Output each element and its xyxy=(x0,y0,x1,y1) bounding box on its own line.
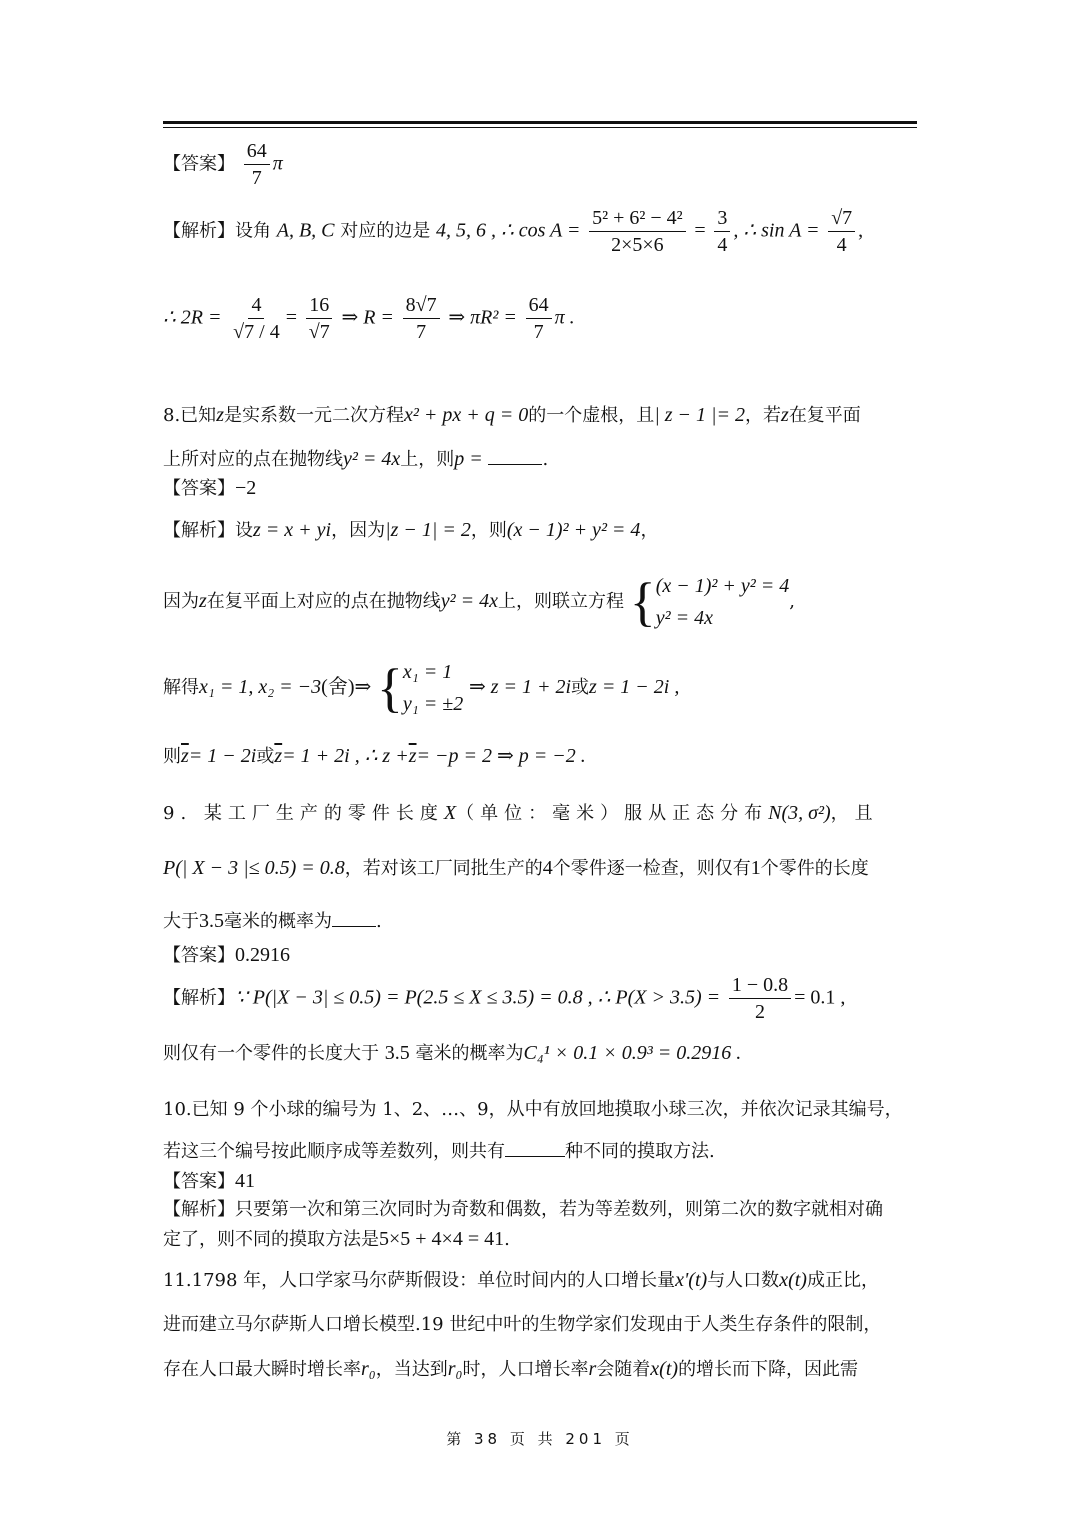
answer-blank xyxy=(505,1142,565,1157)
q10-question-line2: 若这三个编号按此顺序成等差数列，则共有 种不同的摸取方法. xyxy=(163,1141,715,1162)
q8-question-line1: 8.已知z是实系数一元二次方程x² + px + q = 0的一个虚根，且| z − 1 |= 2，若z在复平面 xyxy=(163,404,861,426)
q7-explanation-line2: ∴ 2R = $\frac{4}{√7 / 4}$ = $\frac{16}{√7}$ ⇒ R = $\frac{8√7}{7}$ ⇒ πR² = $\frac{64}{7}$ π . xyxy=(163,294,575,343)
r-fraction: $\frac{4}{√7 / 4}$ xyxy=(233,294,280,343)
q8-answer: 【答案】−2 xyxy=(163,477,257,499)
q10-explanation-line1: 【解析】只要第一次和第三次同时为奇数和偶数，若为等差数列，则第二次的数字就相对确 xyxy=(163,1199,883,1220)
q9-explanation-line2: 则仅有一个零件的长度大于 3.5 毫米的概率为C₄¹ × 0.1 × 0.9³ = 0.2916 . xyxy=(163,1042,742,1064)
equation-system: (x − 1)² + y² = 4 y² = 4x xyxy=(655,575,790,629)
q10-question-line1: 10.已知 9 个小球的编号为 1、2、…、9，从中有放回地摸取小球三次，并依次记录其编号， xyxy=(163,1099,903,1120)
q11-question-line2: 进而建立马尔萨斯人口增长模型.19 世纪中叶的生物学家们发现由于人类生存条件的限制， xyxy=(163,1314,882,1335)
page-footer: 第 38 页 共 201 页 xyxy=(446,1430,634,1448)
q9-question-line2: P(| X − 3 |≤ 0.5) = 0.8，若对该工厂同批生产的4个零件逐一检查，则仅有1个零件的长度 xyxy=(163,857,869,879)
cos-fraction: $\frac{\text{5² + 6² − 4²}}{2\times 5\times 6}$ xyxy=(589,205,686,258)
q10-answer: 【答案】41 xyxy=(163,1170,255,1192)
q8-explanation-line2: 因为z在复平面上对应的点在抛物线y² = 4x上，则联立方程 { (x − 1)² + y² = 4 y² = 4x , xyxy=(163,572,795,632)
q7-answer: 【答案】 $\frac{64}{7}$ π xyxy=(163,140,283,189)
answer-label: 【答案】 xyxy=(163,153,235,175)
q11-question-line3: 存在人口最大瞬时增长率r₀，当达到r₀时，人口增长率r会随着x(t)的增长而下降，因此需 xyxy=(163,1358,859,1380)
q8-explanation-line3: 解得x₁ = 1, x₂ = −3(舍)⇒ { x₁ = 1 y₁ = ±2 ⇒ z = 1 + 2i或z = 1 − 2i , xyxy=(163,658,680,718)
header-rule-thick xyxy=(163,121,917,124)
q8-question-line2: 上所对应的点在抛物线y² = 4x上，则p = . xyxy=(163,448,549,470)
q9-answer: 【答案】0.2916 xyxy=(163,944,290,966)
q9-question-line1: 9. 某工厂生产的零件长度X（单位：毫米）服从正态分布N(3, σ²)，且 xyxy=(163,802,879,824)
q9-question-line3: 大于3.5毫米的概率为 . xyxy=(163,910,382,932)
q9-explanation-line1: 【解析】∵ P(|X − 3| ≤ 0.5) = P(2.5 ≤ X ≤ 3.5) = 0.8 , ∴ P(X > 3.5) = $\frac{1 - 0.8}{2}$ = 0.1 , xyxy=(163,974,846,1023)
q11-question-line1: 11.1798 年，人口学家马尔萨斯假设：单位时间内的人口增长量x'(t)与人口数x(t)成正比， xyxy=(163,1269,879,1291)
answer-fraction: $\frac{64}{7}$ xyxy=(244,138,270,191)
q8-explanation-line4: 则$\overline{z}= 1 - 2i$或$\overline{z}= 1 + 2i$ , ∴ $z +\overline{z}= -p = 2$ ⇒ p = −2 . xyxy=(163,745,586,767)
q8-explanation-line1: 【解析】设z = x + yi，因为|z − 1| = 2，则(x − 1)² + y² = 4， xyxy=(163,519,659,541)
answer-blank xyxy=(332,912,376,927)
left-brace: { xyxy=(629,572,656,632)
header-rule-thin xyxy=(163,127,917,128)
q10-explanation-line2: 定了，则不同的摸取方法是5×5 + 4×4 = 41. xyxy=(163,1228,510,1250)
answer-blank xyxy=(488,450,542,465)
left-brace: { xyxy=(376,658,403,718)
q7-explanation-line1: 【解析】设角 A, B, C 对应的边是 4, 5, 6 , ∴ cos A = $\frac{\text{5² + 6² − 4²}}{2\times 5\times 6}$ = $\frac{3}{4}$ , ∴ sin A = $\frac{√7}{4}$ , xyxy=(163,207,864,256)
solution-system: x₁ = 1 y₁ = ±2 xyxy=(402,661,464,715)
